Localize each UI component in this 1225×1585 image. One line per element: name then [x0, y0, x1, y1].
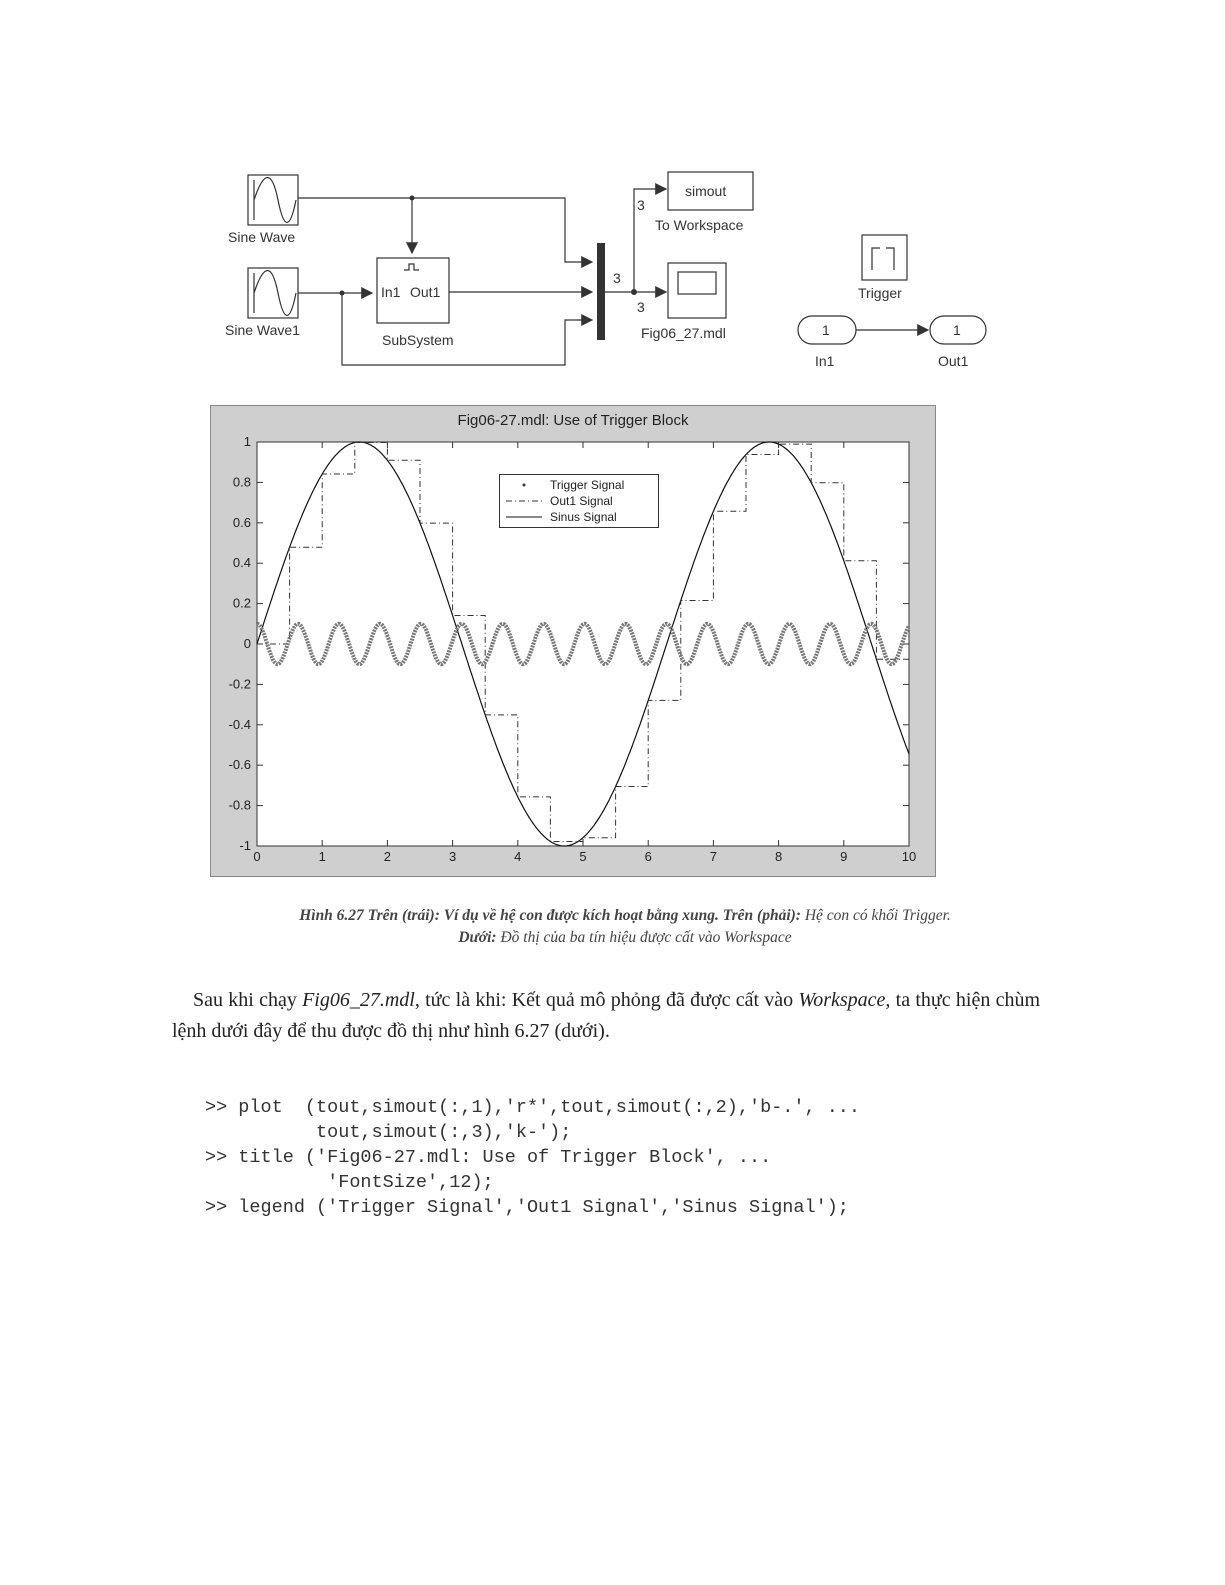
x-tick-label: 8	[774, 849, 783, 864]
code-line: >> title ('Fig06-27.mdl: Use of Trigger Block', ...	[205, 1147, 772, 1168]
x-tick-label: 0	[253, 849, 261, 864]
code-line: >> legend ('Trigger Signal','Out1 Signal','Sinus Signal');	[205, 1197, 849, 1218]
x-tick-label: 2	[383, 849, 392, 864]
caption-part4: Hệ con có khối Trigger.	[800, 907, 951, 924]
para-text-2: , tức là khi: Kết quả mô phỏng đã được cất vào	[414, 989, 799, 1011]
y-tick-label: 0	[243, 636, 251, 651]
x-tick-label: 1	[318, 849, 326, 864]
y-tick-label: -0.4	[228, 716, 251, 732]
plot-figure	[210, 405, 936, 877]
caption-figure-number: Hình 6.27	[299, 907, 364, 924]
legend-label-sinus: Sinus Signal	[550, 510, 617, 524]
scope-width-label: 3	[637, 299, 645, 315]
scope-block[interactable]	[668, 263, 726, 318]
x-tick-label: 7	[709, 849, 718, 864]
sine-wave-label: Sine Wave	[228, 229, 296, 245]
y-tick-label: -0.2	[228, 676, 251, 692]
workspace-width-label: 3	[637, 197, 645, 213]
para-text-3: , ta thực hiện chùm lệnh dưới đây để thu được đồ thị như hình 6.27 (dưới).	[172, 989, 1041, 1042]
para-text-1: Sau khi chạy	[193, 989, 303, 1011]
para-workspace: Workspace	[798, 989, 886, 1011]
sine-wave-block[interactable]	[248, 175, 298, 225]
sine-wave1-label: Sine Wave1	[225, 322, 300, 338]
plot-title: Fig06-27.mdl: Use of Trigger Block	[457, 412, 689, 429]
figure-caption	[205, 905, 1045, 949]
y-tick-label: 0.8	[232, 474, 251, 490]
legend	[499, 474, 659, 528]
code-block	[205, 1095, 860, 1220]
subsystem-label: SubSystem	[382, 332, 454, 348]
y-tick-label: 0.4	[232, 555, 251, 571]
y-tick-label: 0.6	[232, 514, 251, 530]
workspace-block-text: simout	[685, 183, 727, 199]
y-tick-label: 1	[243, 434, 251, 449]
caption-part1: Trên (trái):	[363, 907, 440, 924]
sine-wave1-block[interactable]	[248, 268, 298, 318]
x-tick-label: 6	[644, 849, 652, 864]
out1-label: Out1	[938, 353, 969, 369]
y-tick-label: 0.2	[232, 595, 251, 611]
caption-part2: Ví dụ về hệ con được kích hoạt bằng xung.	[439, 907, 719, 924]
code-line: tout,simout(:,3),'k-');	[205, 1122, 572, 1143]
trigger-label: Trigger	[858, 285, 902, 301]
mux-block[interactable]	[597, 243, 605, 340]
out1-port-number: 1	[953, 322, 961, 338]
legend-entry-out1	[504, 493, 654, 509]
legend-label-trigger: Trigger Signal	[550, 478, 625, 492]
x-tick-label: 9	[840, 849, 848, 864]
caption-part5: Dưới:	[458, 929, 497, 946]
in1-port-number: 1	[822, 322, 830, 338]
legend-mark-out1	[504, 496, 544, 506]
legend-entry-sinus	[504, 509, 654, 525]
simulink-diagram	[0, 0, 1225, 400]
legend-mark-trigger	[504, 480, 544, 490]
caption-part3: Trên (phải):	[718, 907, 801, 924]
trigger-block[interactable]	[862, 235, 907, 280]
legend-entry-trigger	[504, 477, 654, 493]
y-tick-label: -0.8	[228, 797, 251, 813]
legend-label-out1: Out1 Signal	[550, 494, 613, 508]
legend-mark-sinus	[504, 512, 544, 522]
para-filename: Fig06_27.mdl	[302, 989, 415, 1011]
code-line: 'FontSize',12);	[205, 1172, 494, 1193]
in1-label: In1	[815, 353, 835, 369]
caption-part6: Đồ thị của ba tín hiệu được cất vào Workspace	[496, 929, 792, 946]
x-tick-label: 3	[448, 849, 457, 864]
y-tick-label: -1	[239, 838, 251, 853]
subsystem-in-port: In1	[381, 284, 401, 300]
workspace-label: To Workspace	[655, 217, 744, 233]
scope-label: Fig06_27.mdl	[641, 325, 726, 341]
x-tick-label: 4	[514, 849, 522, 864]
y-tick-label: -0.6	[228, 757, 251, 773]
code-line: >> plot (tout,simout(:,1),'r*',tout,simout(:,2),'b-.', ...	[205, 1097, 861, 1118]
x-tick-label: 5	[579, 849, 587, 864]
subsystem-out-port: Out1	[410, 284, 441, 300]
x-tick-label: 10	[901, 849, 917, 864]
mux-width-label: 3	[613, 270, 621, 286]
body-paragraph	[172, 985, 1040, 1047]
